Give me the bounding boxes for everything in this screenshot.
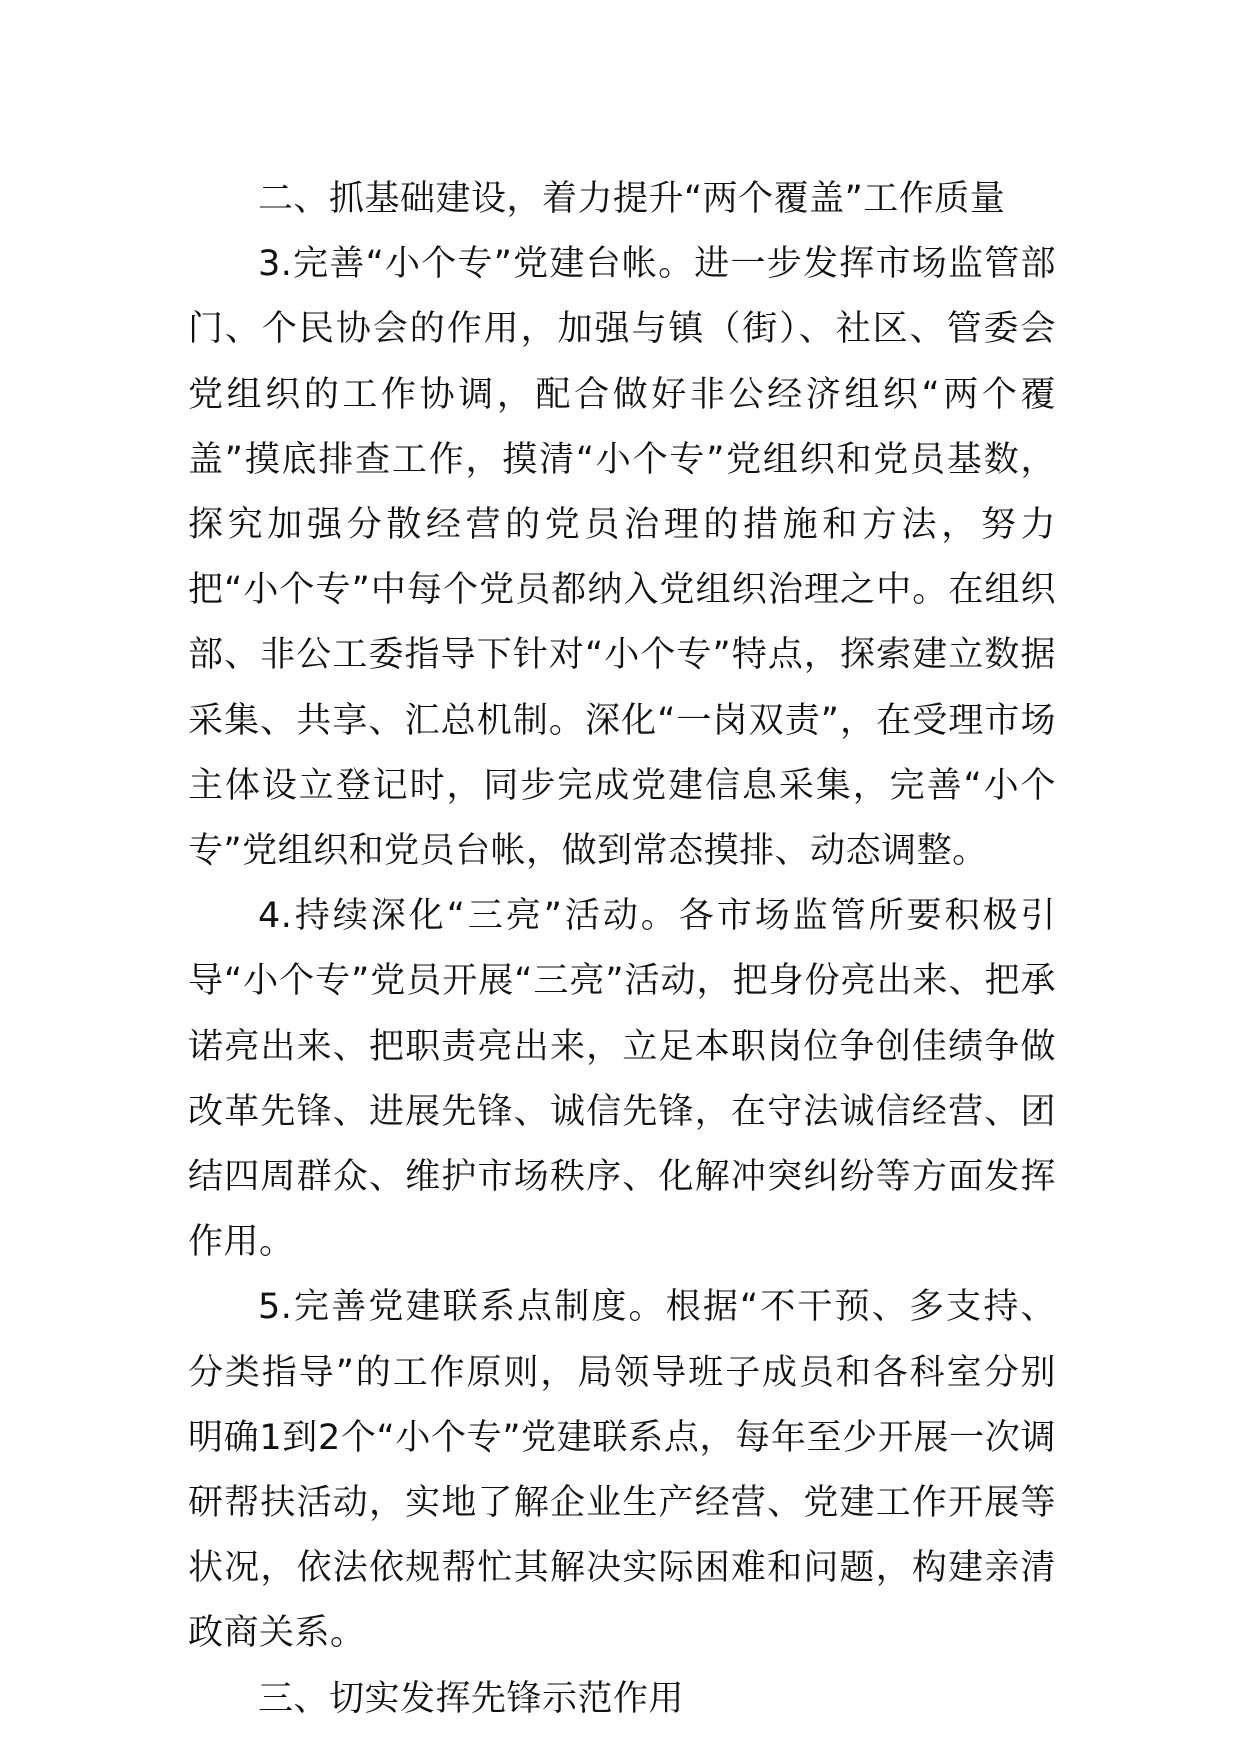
paragraph-item-4: 4.持续深化“三亮”活动。各市场监管所要积极引导“小个专”党员开展“三亮”活动，把身份亮出来、把承诺亮出来、把职责亮出来，立足本职岗位争创佳绩争做改革先锋、进展先锋、诚信先锋，在守法诚信经营、团结四周群众、维护市场秩序、化解冲突纠纷等方面发挥作用。 [188,896,1056,1263]
paragraph-item-3: 3.完善“小个专”党建台帐。进一步发挥市场监管部门、个民协会的作用，加强与镇（街）、社区、管委会党组织的工作协调，配合做好非公经济组织“两个覆盖”摸底排查工作，摸清“小个专”党组织和党员基数，探究加强分散经营的党员治理的措施和方法，努力把“小个专”中每个党员都纳入党组织治理之中。在组织部、非公工委指导下针对“小个专”特点，探索建立数据采集、共享、汇总机制。深化“一岗双责”，在受理市场主体设立登记时，同步完成党建信息采集，完善“小个专”党组织和党员台帐，做到常态摸排、动态调整。 [188,244,1056,872]
section-heading-2: 二、抓基础建设，着力提升“两个覆盖”工作质量 [258,179,1006,219]
document-body [188,167,1056,1732]
section-heading-3: 三、切实发挥先锋示范作用 [258,1678,685,1719]
paragraph-item-5: 5.完善党建联系点制度。根据“不干预、多支持、分类指导”的工作原则，局领导班子成员和各科室分别明确1到2个“小个专”党建联系点，每年至少开展一次调研帮扶活动，实地了解企业生产经营、党建工作开展等状况，依法依规帮忙其解决实际困难和问题，构建亲清政商关系。 [188,1287,1056,1654]
